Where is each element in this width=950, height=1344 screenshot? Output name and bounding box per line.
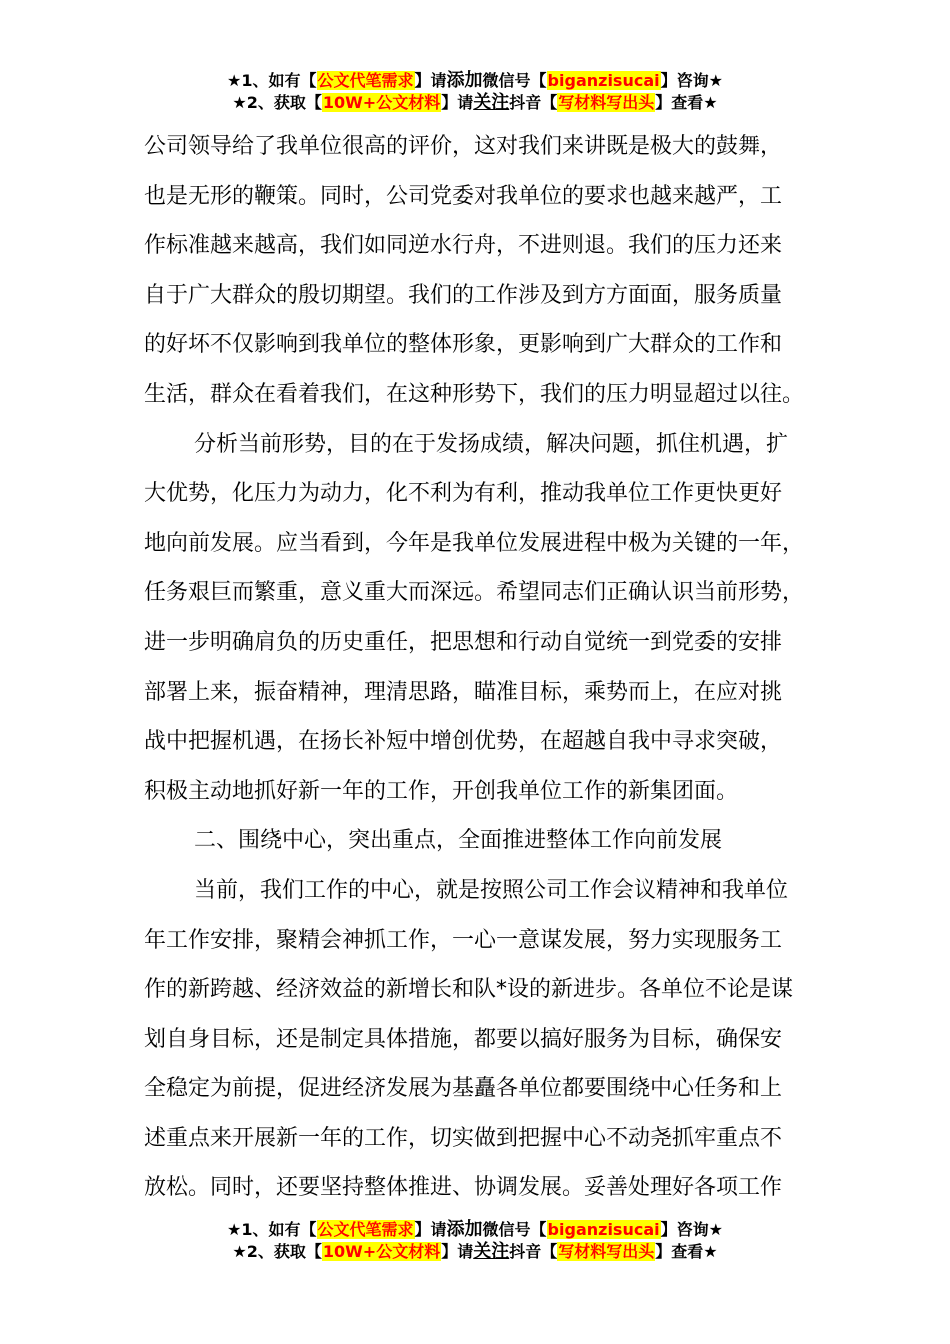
highlight-ghostwriting: 公文代笔需求 [317,71,414,90]
text-line: 公司领导给了我单位很高的评价，这对我们来讲既是极大的鼓舞， [144,134,783,159]
star-icon: ★ [227,71,242,90]
text-line: 划自身目标，还是制定具体措施，都要以搞好服务为目标，确保安 [144,1026,783,1052]
highlight-ghostwriting: 公文代笔需求 [317,1220,414,1239]
star-icon: ★ [708,71,723,90]
text-line: 自于广大群众的殷切期望。我们的工作涉及到方方面面，服务质量 [144,282,783,308]
highlight-materials: 10W+公文材料 [322,1242,441,1261]
header-banner [0,70,950,114]
text-line: 进一步明确肩负的历史重任，把思想和行动自觉统一到党委的安排 [144,629,783,655]
text-line: 述重点来开展新一年的工作，切实做到把握中心不动尧抓牢重点不 [144,1125,783,1151]
text-line: 作的新跨越、经济效益的新增长和队*设的新进步。各单位不论是谋 [144,977,794,1003]
footer-banner [0,1219,950,1263]
text-line: 战中把握机遇，在扬长补短中增创优势，在超越自我中寻求突破， [144,729,783,755]
star-icon: ★ [232,1242,247,1261]
highlight-wechat-id: biganzisucai [547,71,660,90]
text-line: 积极主动地抓好新一年的工作，开创我单位工作的新集团面。 [144,778,739,804]
text-line: 全稳定为前提，促进经济发展为基矗各单位都要围绕中心任务和上 [144,1076,783,1102]
highlight-douyin-account: 写材料写出头 [558,1242,655,1261]
text-line: 的好坏不仅影响到我单位的整体形象，更影响到广大群众的工作和 [144,332,783,358]
star-icon: ★ [708,1220,723,1239]
star-icon: ★ [703,93,718,112]
star-icon: ★ [227,1220,242,1239]
section-heading: 二、围绕中心，突出重点，全面推进整体工作向前发展 [194,828,723,854]
banner-line-1: ★1、如有【公文代笔需求】请添加微信号【biganzisucai】咨询★ [227,1219,723,1240]
text-line: 当前，我们工作的中心，就是按照公司工作会议精神和我单位 [194,877,789,903]
highlight-materials: 10W+公文材料 [322,93,441,112]
text-line: 也是无形的鞭策。同时，公司党委对我单位的要求也越来越严，工 [144,183,783,209]
text-line: 放松。同时，还要坚持整体推进、协调发展。妥善处理好各项工作 [144,1175,783,1201]
document-body [144,122,814,1213]
text-line: 年工作安排，聚精会神抓工作，一心一意谋发展，努力实现服务工 [144,927,783,953]
banner-line-2: ★2、获取【10W+公文材料】请关注抖音【写材料写出头】查看★ [232,92,718,113]
text-line: 作标准越来越高，我们如同逆水行舟，不进则退。我们的压力还来 [144,233,783,259]
text-line: 生活，群众在看着我们，在这种形势下，我们的压力明显超过以往。 [144,381,805,407]
star-icon: ★ [232,93,247,112]
text-line: 大优势，化压力为动力，化不利为有利，推动我单位工作更快更好 [144,481,783,507]
text-line: 任务艰巨而繁重，意义重大而深远。希望同志们正确认识当前形势， [144,580,805,606]
banner-line-1: ★1、如有【公文代笔需求】请添加微信号【biganzisucai】咨询★ [227,70,723,91]
star-icon: ★ [703,1242,718,1261]
banner-line-2: ★2、获取【10W+公文材料】请关注抖音【写材料写出头】查看★ [232,1241,718,1262]
text-line: 部署上来，振奋精神，理清思路，瞄准目标，乘势而上，在应对挑 [144,679,783,705]
highlight-wechat-id: biganzisucai [547,1220,660,1239]
text-line: 分析当前形势，目的在于发扬成绩，解决问题，抓住机遇，扩 [194,431,789,457]
text-line: 地向前发展。应当看到，今年是我单位发展进程中极为关键的一年， [144,530,805,556]
highlight-douyin-account: 写材料写出头 [558,93,655,112]
